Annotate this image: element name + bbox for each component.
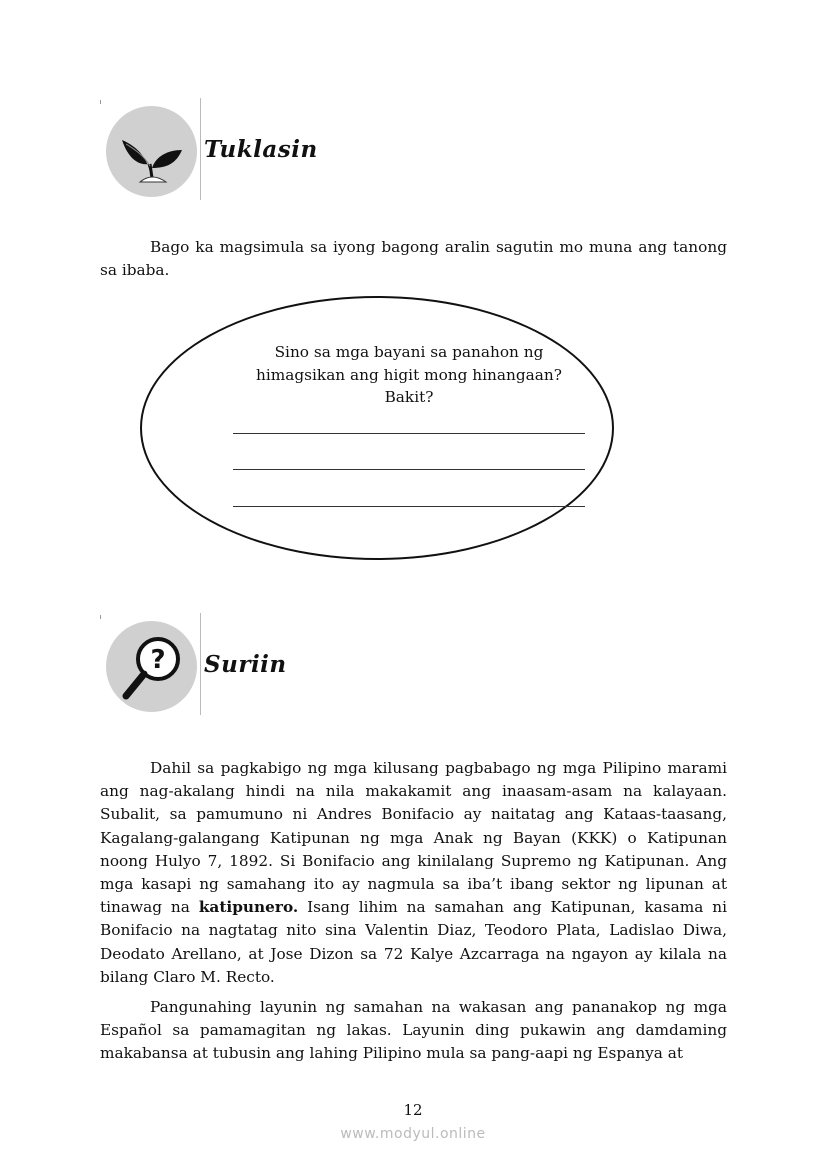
magnifier-question-icon — [106, 621, 197, 712]
body-text: Dahil sa pagkabigo ng mga kilusang pagbabago ng mga Pilipino marami ang nag-akalang hindi na nila makakamit ang inaasam-asam na kalayaan. Subalit, sa pamumuno ni Andres Bonifacio ay naitatag ang Kataas-taasang, Kagalang-galangang Katipunan ng mga Anak ng Bayan (KKK) o Katipunan noong Hulyo 7, 1892. Si Bonifacio ang kinilalang Supremo ng Katipunan. Ang mga kasapi ng samahang ito ay nagmula sa iba’t ibang sektor ng lipunan at tinawag na — [100, 759, 727, 917]
page-number: 12 — [403, 1101, 423, 1119]
section-title: Tuklasin — [204, 136, 318, 163]
svg-text:?: ? — [150, 645, 166, 675]
body-text: Isang lihim na samahan ang Katipunan, kasama ni Bonifacio na nagtatag nito sina Valentin Diaz, Teodoro Plata, Ladislao Diwa, Deodato Arellano, at Jose Dizon sa 72 Kalye Azcarraga na ngayon ay kilala na bilang Claro M. Recto. — [100, 898, 728, 986]
intro-text: Bago ka magsimula sa iyong bagong aralin sagutin mo muna ang tanong sa ibaba. — [100, 238, 727, 280]
section-title: Suriin — [204, 651, 287, 678]
answer-line-3[interactable] — [233, 506, 585, 507]
plant-sprout-icon — [106, 106, 197, 197]
divider — [200, 98, 201, 200]
body-paragraph-1 — [100, 757, 727, 989]
answer-line-1[interactable] — [233, 433, 585, 434]
intro-paragraph — [100, 236, 727, 282]
question-oval — [140, 296, 614, 560]
mark — [100, 100, 101, 104]
divider — [200, 613, 201, 715]
body-text: Pangunahing layunin ng samahan na wakasan ang pananakop ng mga Español sa pamamagitan ng lakas. Layunin ding pukawin ang damdaming makabansa at tubusin ang lahing Pilipino mula sa pang-aapi ng Espanya at — [100, 998, 727, 1063]
answer-line-2[interactable] — [233, 469, 585, 470]
body-paragraph-2 — [100, 996, 727, 1066]
mark — [100, 615, 101, 619]
section-header-suriin — [100, 613, 400, 718]
bold-term: katipunero. — [198, 898, 299, 917]
watermark: www.modyul.online — [340, 1126, 486, 1142]
section-header-tuklasin — [100, 98, 400, 203]
question-text: Sino sa mga bayani sa panahon ng himagsikan ang higit mong hinangaan? Bakit? — [256, 343, 562, 406]
